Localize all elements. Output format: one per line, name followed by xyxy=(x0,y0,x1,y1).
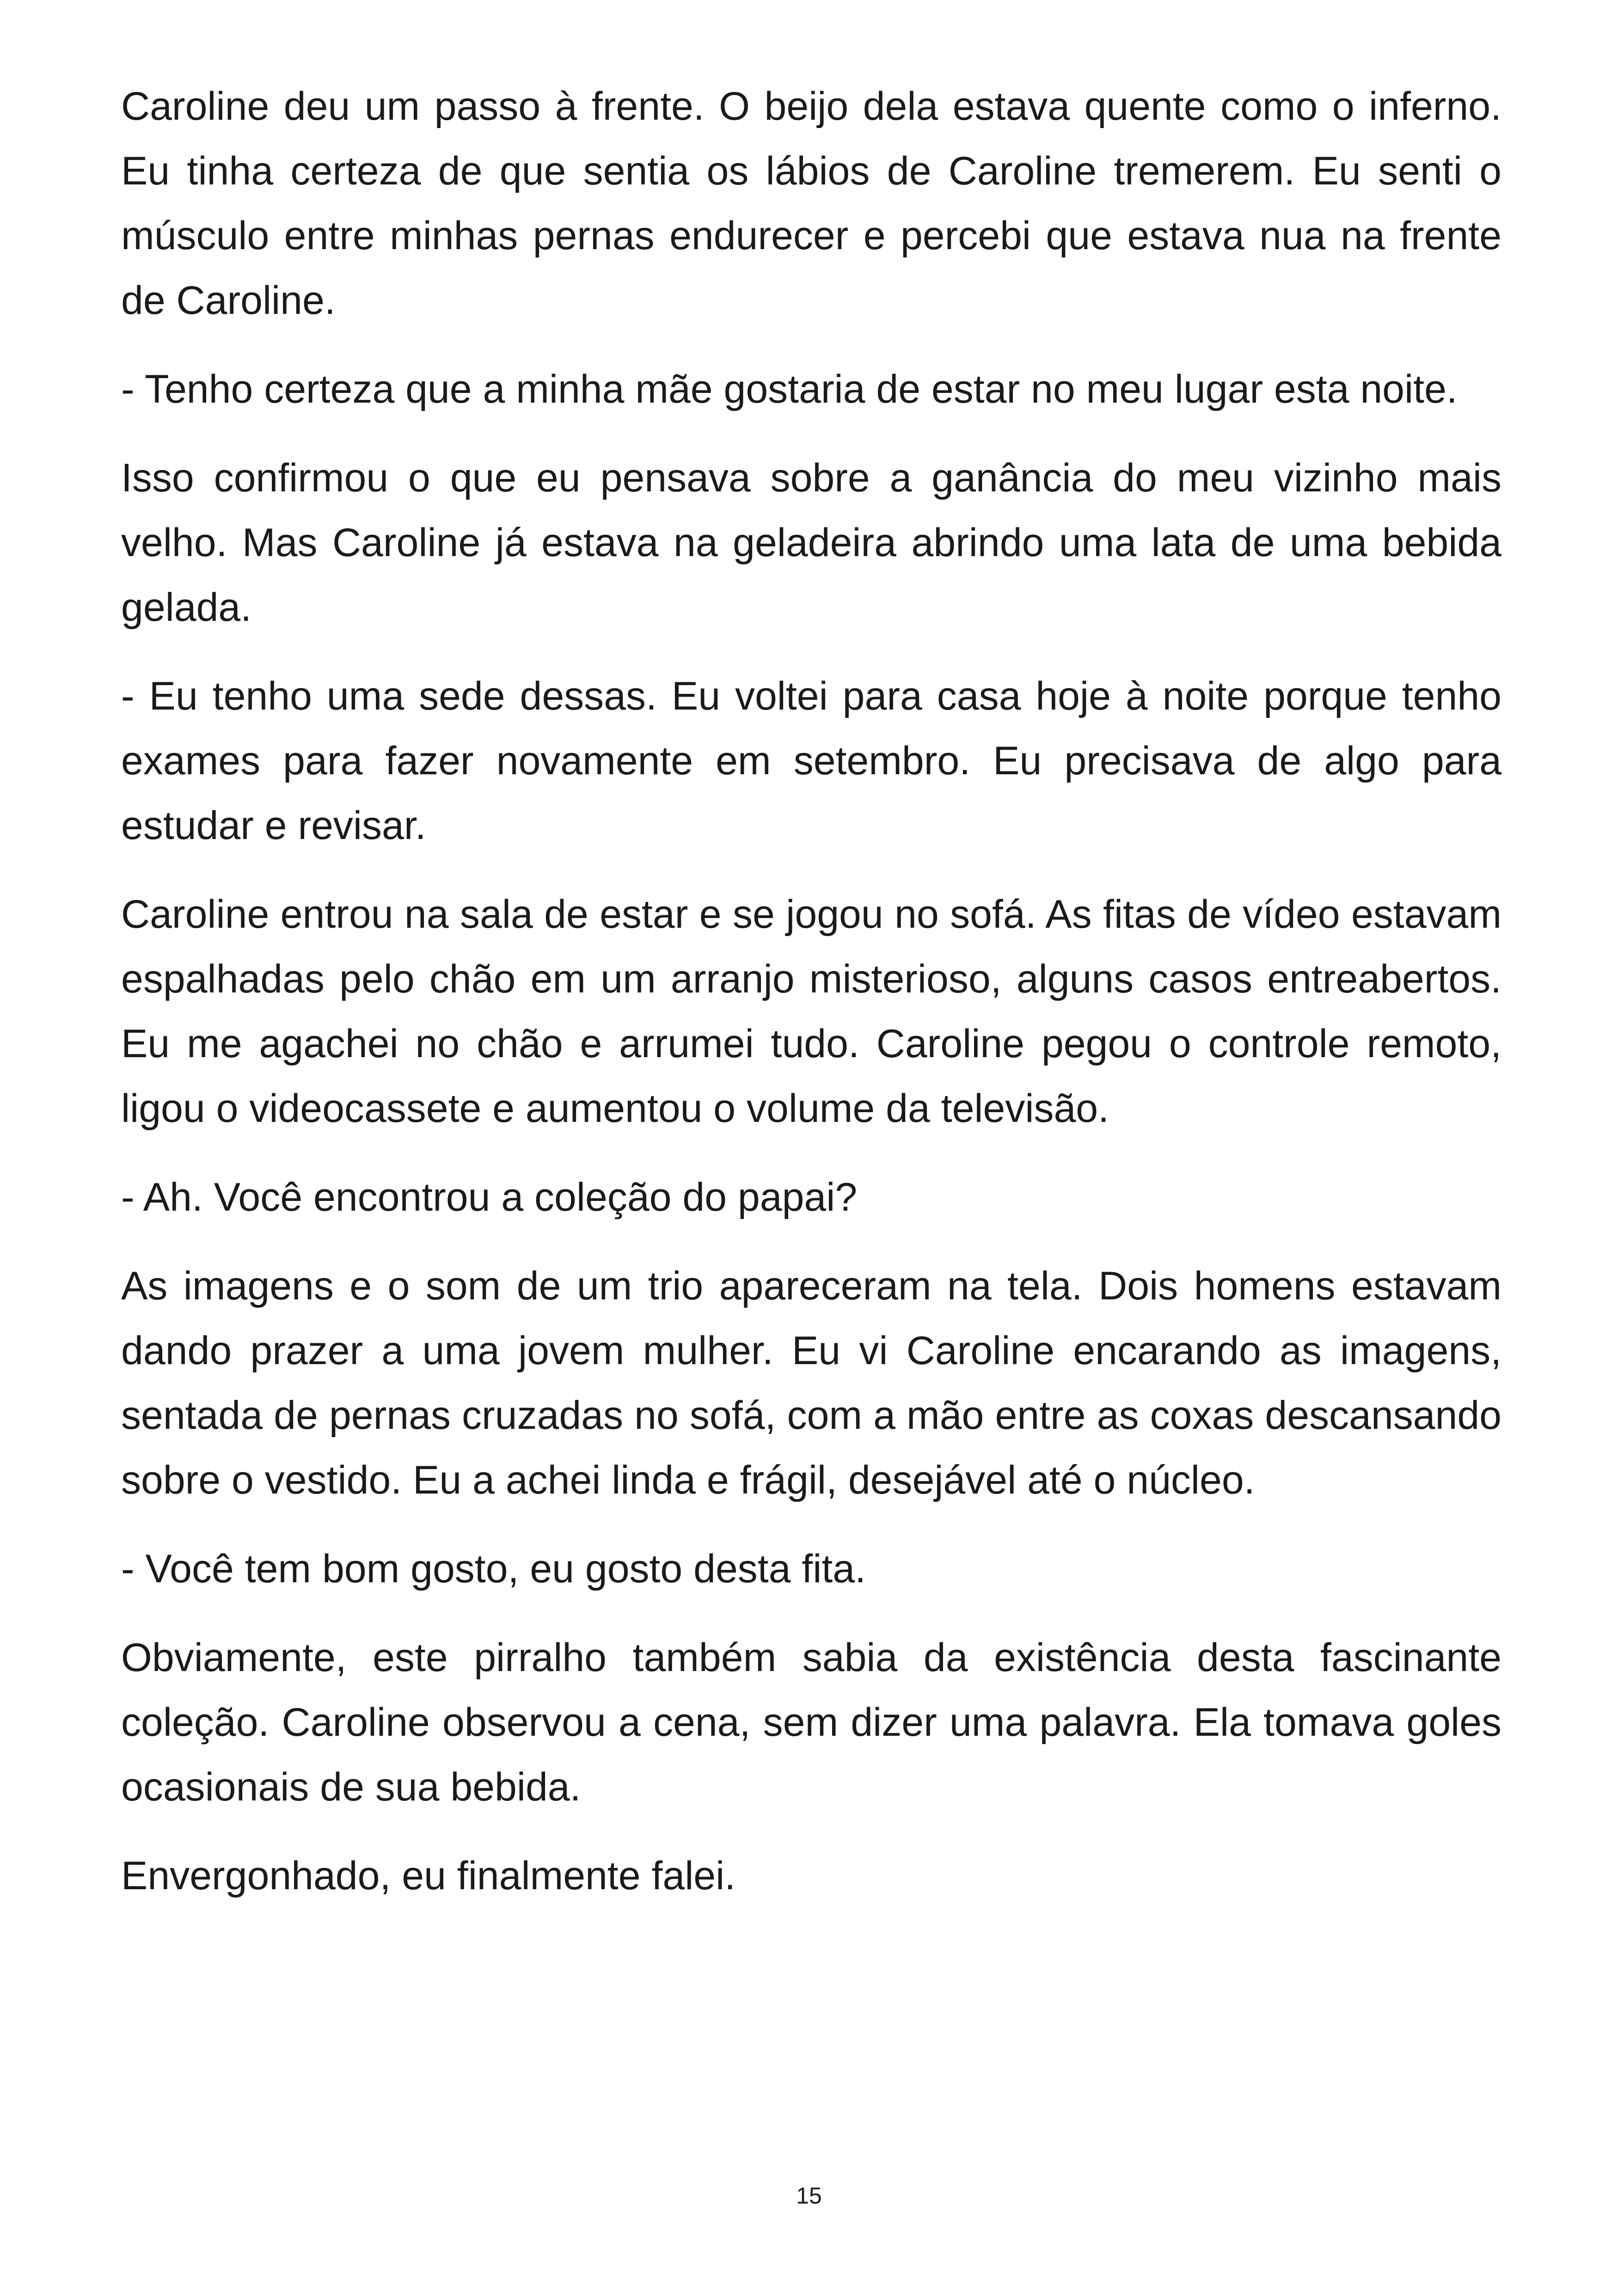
paragraph-1: Caroline deu um passo à frente. O beijo dela estava quente como o inferno. Eu tinha certeza de que sentia os lábios de Caroline tremerem. Eu senti o músculo entre minhas pernas endurecer e percebi que estava nua na frente de Caroline. xyxy=(121,84,1502,323)
paragraph-9: Obviamente, este pirralho também sabia da existência desta fascinante coleção. Caroline observou a cena, sem dizer uma palavra. Ela tomava goles ocasionais de sua bebida. xyxy=(121,1635,1502,1809)
paragraph-4: - Eu tenho uma sede dessas. Eu voltei para casa hoje à noite porque tenho exames para fazer novamente em setembro. Eu precisava de algo para estudar e revisar. xyxy=(121,674,1502,848)
paragraph-10: Envergonhado, eu finalmente falei. xyxy=(121,1854,736,1898)
body-text xyxy=(121,74,1502,1932)
paragraph-6: - Ah. Você encontrou a coleção do papai? xyxy=(121,1175,858,1219)
paragraph-8: - Você tem bom gosto, eu gosto desta fita. xyxy=(121,1547,866,1591)
paragraph-2: - Tenho certeza que a minha mãe gostaria de estar no meu lugar esta noite. xyxy=(121,367,1458,411)
page-number: 15 xyxy=(796,2183,822,2209)
paragraph-3: Isso confirmou o que eu pensava sobre a ganância do meu vizinho mais velho. Mas Caroline já estava na geladeira abrindo uma lata de uma bebida gelada. xyxy=(121,456,1502,630)
paragraph-5: Caroline entrou na sala de estar e se jogou no sofá. As fitas de vídeo estavam espalhadas pelo chão em um arranjo misterioso, alguns casos entreabertos. Eu me agachei no chão e arrumei tudo. Caroline pegou o controle remoto, ligou o videocassete e aumentou o volume da televisão. xyxy=(121,892,1502,1131)
paragraph-7: As imagens e o som de um trio apareceram na tela. Dois homens estavam dando prazer a uma jovem mulher. Eu vi Caroline encarando as imagens, sentada de pernas cruzadas no sofá, com a mão entre as coxas descansando sobre o vestido. Eu a achei linda e frágil, desejável até o núcleo. xyxy=(121,1264,1502,1502)
